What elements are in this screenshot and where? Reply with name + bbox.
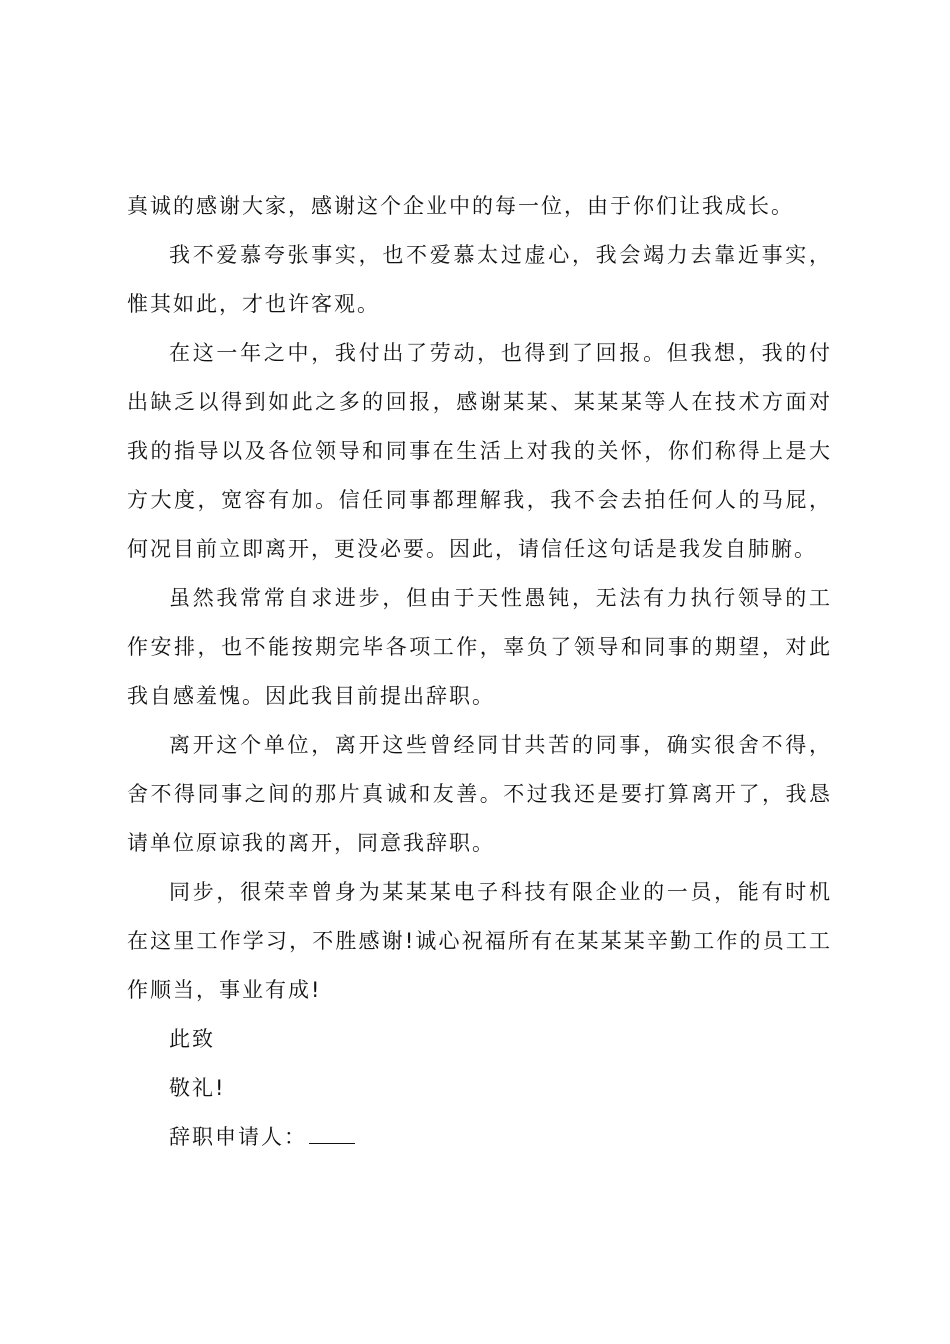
paragraph-honesty: 我不爱慕夸张事实，也不爱慕太过虚心，我会竭力去靠近事实，惟其如此，才也许客观。 [127,243,832,316]
closing-salutation: 此致 [169,1027,215,1051]
signature-label: 辞职申请人： [169,1125,307,1149]
paragraph-year-review: 在这一年之中，我付出了劳动，也得到了回报。但我想，我的付出缺乏以得到如此之多的回报，感谢某某、某某某等人在技术方面对我的指导以及各位领导和同事在生活上对我的关怀，你们称得上是大方大度，宽容有加。信任同事都理解我，我不会去拍任何人的马屁，何况目前立即离开，更没必要。因此，请信任这句话是我发自肺腑。 [127,341,832,561]
paragraph-resignation-reason: 虽然我常常自求进步，但由于天性愚钝，无法有力执行领导的工作安排，也不能按期完毕各项工作，辜负了领导和同事的期望，对此我自感羞愧。因此我目前提出辞职。 [127,586,832,708]
signature-line [127,1113,832,1162]
closing-respect: 敬礼! [169,1076,226,1100]
paragraph-wishes: 同步，很荣幸曾身为某某某电子科技有限企业的一员，能有时机在这里工作学习，不胜感谢!诚心祝福所有在某某某辛勤工作的员工工作顺当，事业有成! [127,880,832,1002]
letter-body [127,182,832,1162]
signature-blank [309,1129,355,1144]
paragraph-gratitude: 真诚的感谢大家，感谢这个企业中的每一位，由于你们让我成长。 [127,194,794,218]
paragraph-farewell: 离开这个单位，离开这些曾经同甘共苦的同事，确实很舍不得，舍不得同事之间的那片真诚和友善。不过我还是要打算离开了，我恳请单位原谅我的离开，同意我辞职。 [127,733,832,855]
